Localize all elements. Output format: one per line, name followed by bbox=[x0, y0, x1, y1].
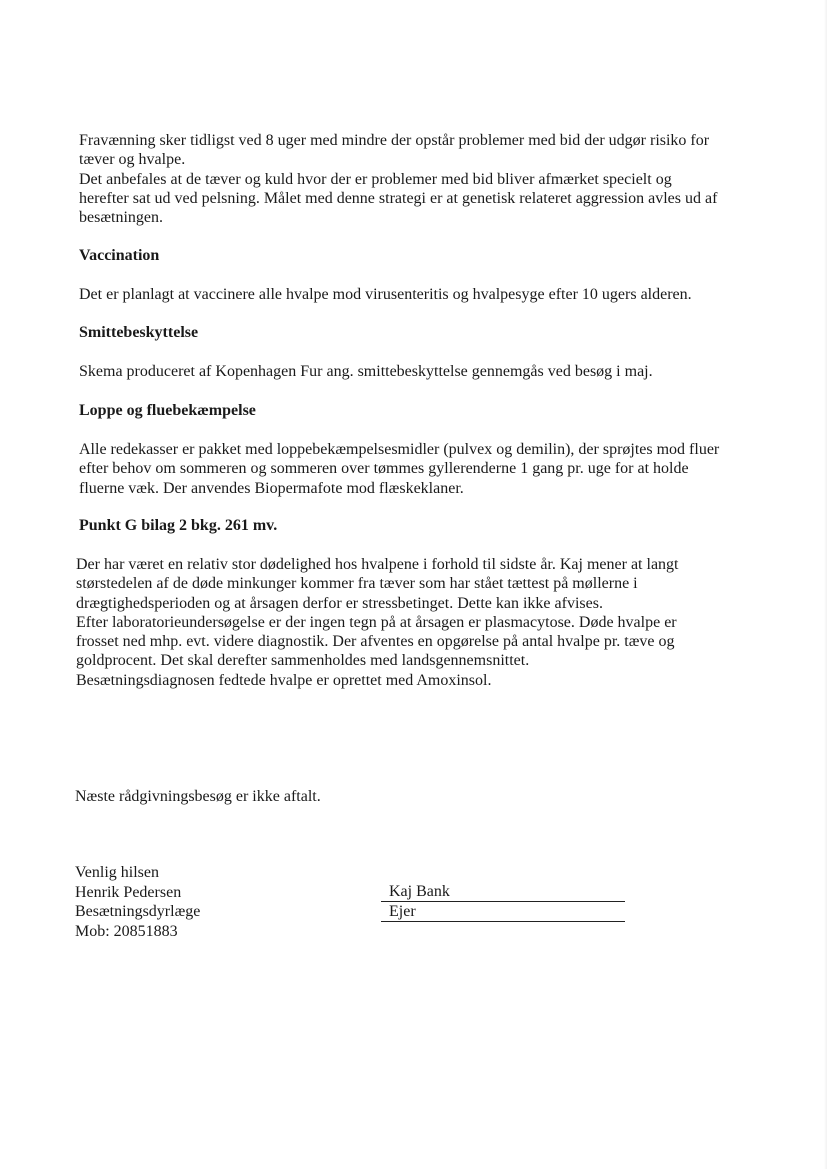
smittebeskyttelse-heading: Smittebeskyttelse bbox=[79, 324, 199, 341]
owner-signature-block bbox=[381, 882, 625, 922]
loppe-paragraph: Alle redekasser er pakket med loppebekæmpelsesmidler (pulvex og demilin), der sprøjtes mod fluer efter behov om sommeren og sommeren over tømmes gyllerenderne 1 gang pr. uge for at holde fluerne væk. Der anvendes Biopermafote mod flæskeklaner. bbox=[79, 441, 720, 497]
owner-title-line: Ejer bbox=[381, 902, 625, 922]
next-visit-note: Næste rådgivningsbesøg er ikke aftalt. bbox=[75, 788, 321, 805]
loppe-heading: Loppe og fluebekæmpelse bbox=[79, 402, 256, 419]
intro-paragraph: Fravænning sker tidligst ved 8 uger med mindre der opstår problemer med bid der udgør risiko for tæver og hvalpe. Det anbefales at de tæver og kuld hvor der er problemer med bid bliver afmærket specielt og herefter sat ud ved pelsning. Målet med denne strategi er at genetisk relateret aggression avles ud af besætningen. bbox=[79, 132, 718, 227]
vaccination-paragraph: Det er planlagt at vaccinere alle hvalpe mod virusenteritis og hvalpesyge efter 10 ugers alderen. bbox=[79, 286, 692, 303]
smittebeskyttelse-paragraph: Skema produceret af Kopenhagen Fur ang. smittebeskyttelse gennemgås ved besøg i maj. bbox=[79, 363, 653, 380]
owner-name-line: Kaj Bank bbox=[381, 882, 625, 902]
punkt-g-heading: Punkt G bilag 2 bkg. 261 mv. bbox=[79, 517, 278, 534]
closing-signature: Venlig hilsen Henrik Pedersen Besætningsdyrlæge Mob: 20851883 bbox=[75, 864, 201, 940]
punkt-g-paragraph: Der har været en relativ stor dødelighed hos hvalpene i forhold til sidste år. Kaj mener at langt størstedelen af de døde minkunger kommer fra tæver som har stået tættest på møllerne i drægtighedsperioden og at årsagen derfor er stressbetinget. Dette kan ikke afvises. Efter laboratorieundersøgelse er der ingen tegn på at årsagen er plasmacytose. Døde hvalpe er frosset ned mhp. evt. videre diagnostik. Der afventes en opgørelse på antal hvalpe pr. tæve og goldprocent. Det skal derefter sammenholdes med landsgennemsnittet. Besætningsdiagnosen fedtede hvalpe er oprettet med Amoxinsol. bbox=[76, 556, 679, 689]
vaccination-heading: Vaccination bbox=[79, 247, 160, 264]
